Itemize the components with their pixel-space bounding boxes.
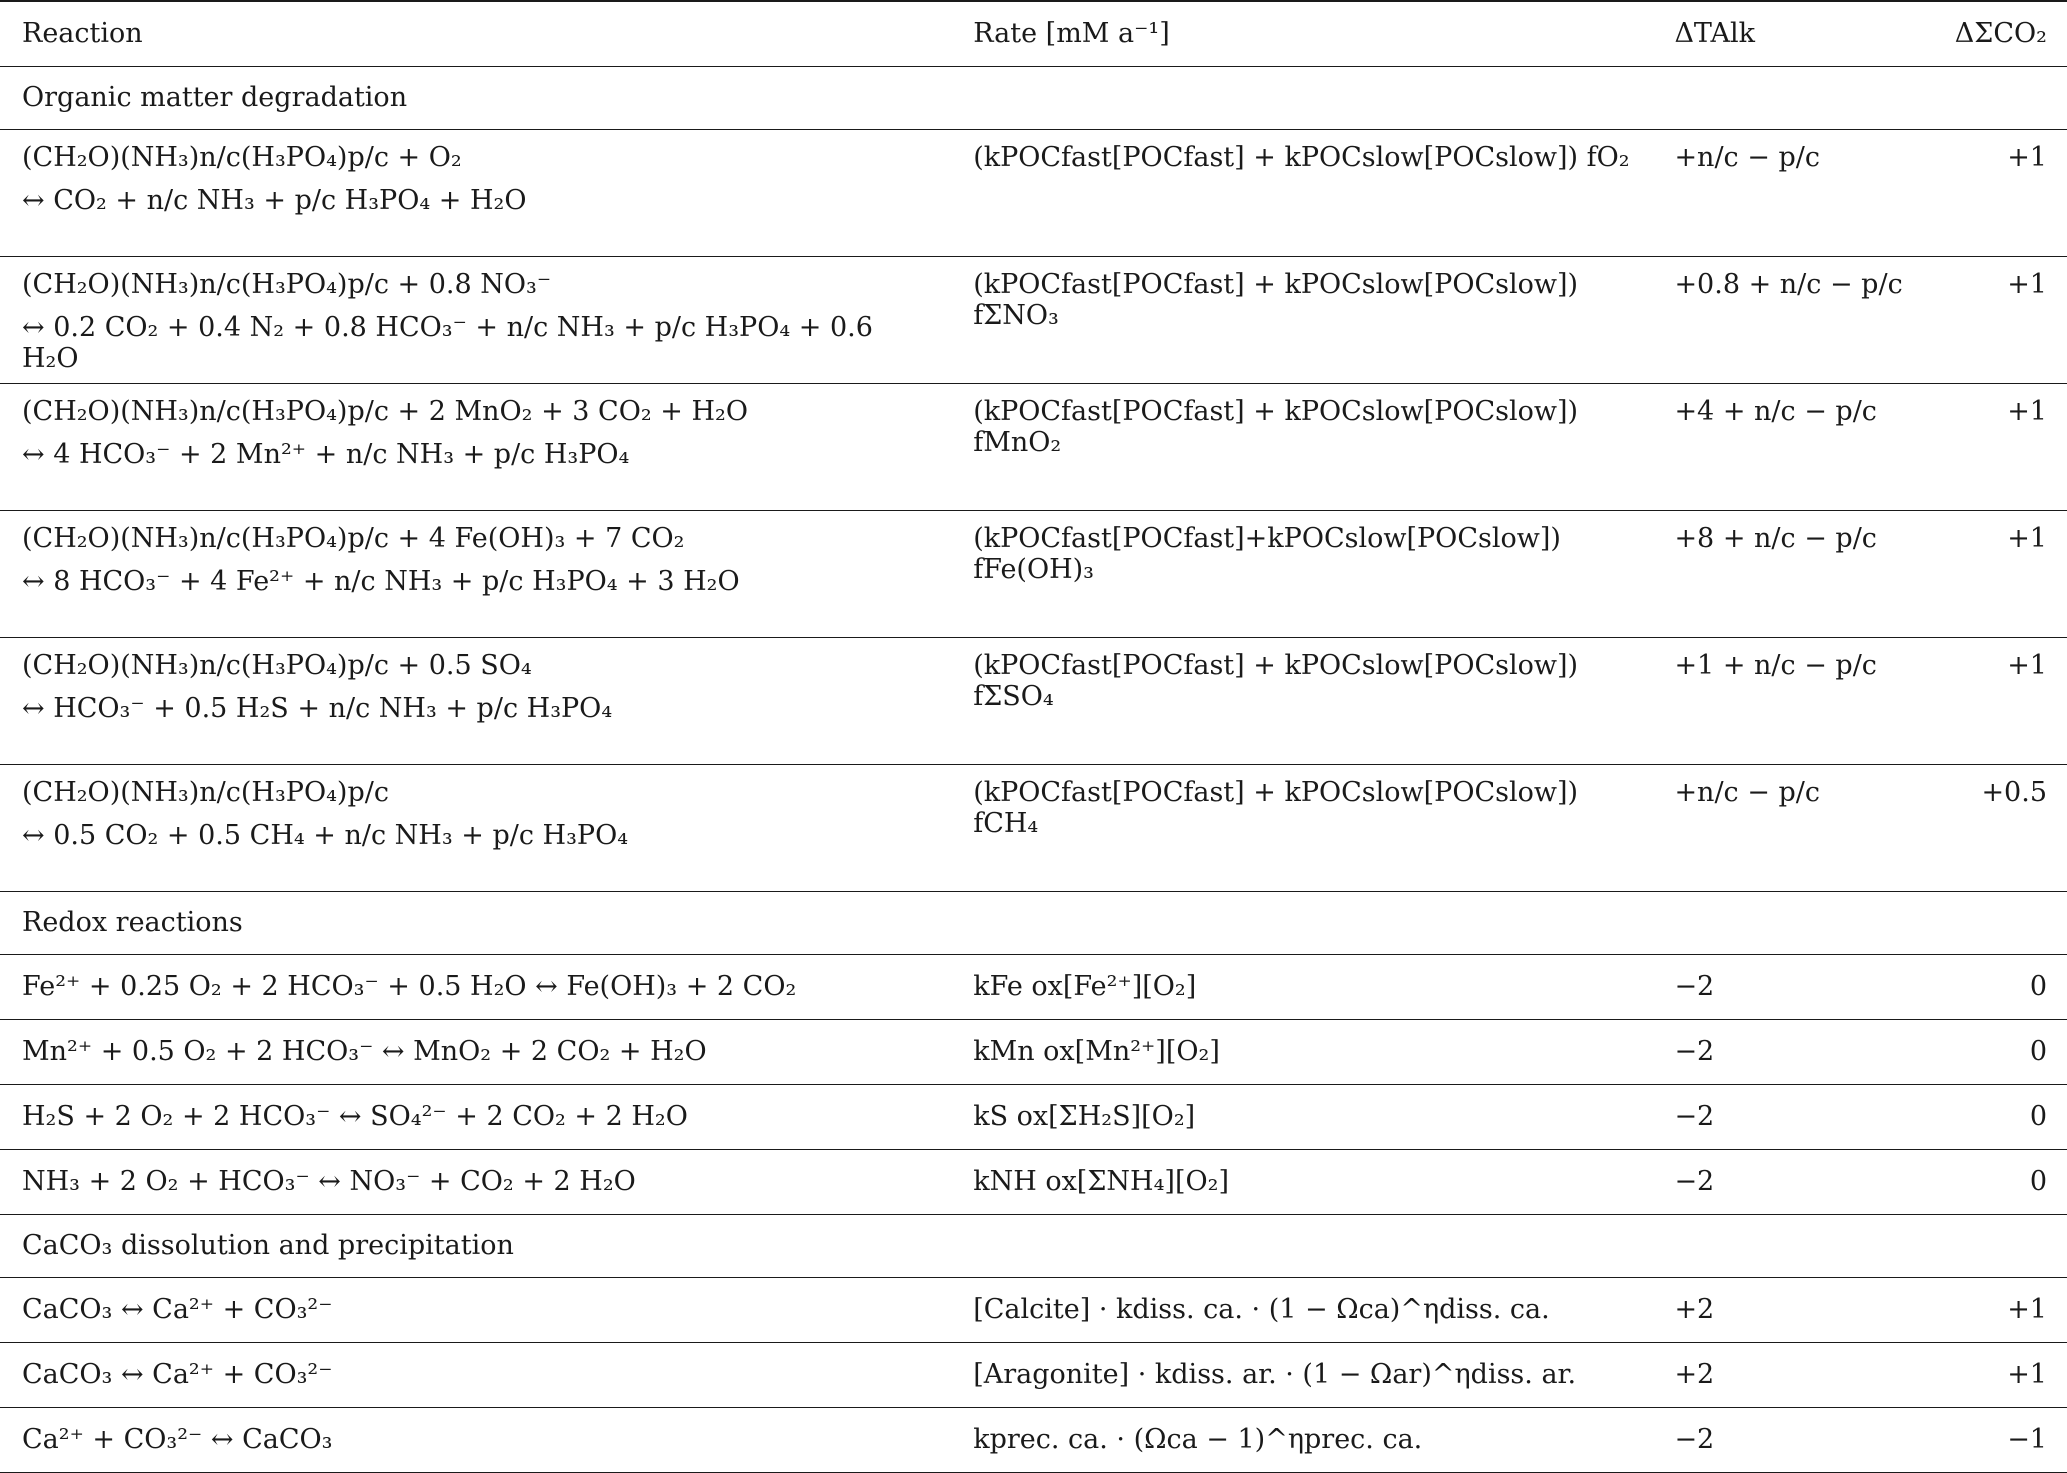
table-row [0, 955, 2067, 1020]
delta-talk-cell: −2 [1652, 1085, 1932, 1150]
delta-co2-cell: +1 [1933, 511, 2067, 638]
reaction-cell: NH₃ + 2 O₂ + HCO₃⁻ ↔ NO₃⁻ + CO₂ + 2 H₂O [0, 1150, 951, 1215]
delta-co2-cell: +1 [1933, 257, 2067, 384]
reaction-line-2: ↔ 0.5 CO₂ + 0.5 CH₄ + n/c NH₃ + p/c H₃PO₄ [22, 820, 629, 852]
delta-talk-cell: +8 + n/c − p/c [1652, 511, 1932, 638]
reaction-cell [0, 638, 951, 765]
rate-cell: kprec. ca. · (Ωca − 1)^ηprec. ca. [951, 1408, 1652, 1473]
reaction-cell [0, 257, 951, 384]
rate-cell: kMn ox[Mn²⁺][O₂] [951, 1020, 1652, 1085]
delta-talk-cell: −2 [1652, 1020, 1932, 1085]
delta-co2-cell: +1 [1933, 1278, 2067, 1343]
reaction-line-1: (CH₂O)(NH₃)n/c(H₃PO₄)p/c + O₂ [22, 142, 462, 173]
table-row [0, 511, 2067, 638]
group-header-row [0, 67, 2067, 130]
reaction-cell [0, 384, 951, 511]
table-row [0, 1408, 2067, 1473]
delta-talk-cell: +n/c − p/c [1652, 765, 1932, 892]
group-title: Organic matter degradation [0, 67, 2067, 130]
rate-cell: kNH ox[ΣNH₄][O₂] [951, 1150, 1652, 1215]
table-row [0, 765, 2067, 892]
reaction-cell: CaCO₃ ↔ Ca²⁺ + CO₃²⁻ [0, 1278, 951, 1343]
delta-talk-cell: +2 [1652, 1278, 1932, 1343]
reaction-line-2: ↔ 0.2 CO₂ + 0.4 N₂ + 0.8 HCO₃⁻ + n/c NH₃ + p/c H₃PO₄ + 0.6 H₂O [22, 312, 873, 375]
reaction-cell: Ca²⁺ + CO₃²⁻ ↔ CaCO₃ [0, 1408, 951, 1473]
rate-cell: kS ox[ΣH₂S][O₂] [951, 1085, 1652, 1150]
group-header-row [0, 1215, 2067, 1278]
delta-co2-cell: +0.5 [1933, 765, 2067, 892]
table-row [0, 1150, 2067, 1215]
delta-co2-cell: −1 [1933, 1408, 2067, 1473]
delta-talk-cell: +1 + n/c − p/c [1652, 638, 1932, 765]
delta-co2-cell: 0 [1933, 1150, 2067, 1215]
table-row [0, 1020, 2067, 1085]
header-delta-talk: ΔTAlk [1652, 1, 1932, 67]
table-row [0, 1343, 2067, 1408]
header-rate: Rate [mM a⁻¹] [951, 1, 1652, 67]
group-title: CaCO₃ dissolution and precipitation [0, 1215, 2067, 1278]
table-row [0, 257, 2067, 384]
delta-co2-cell: +1 [1933, 1343, 2067, 1408]
delta-talk-cell: +2 [1652, 1343, 1932, 1408]
table-row [0, 1085, 2067, 1150]
delta-co2-cell: 0 [1933, 1085, 2067, 1150]
reaction-line-1: (CH₂O)(NH₃)n/c(H₃PO₄)p/c [22, 777, 389, 808]
delta-talk-cell: −2 [1652, 1408, 1932, 1473]
rate-cell: kFe ox[Fe²⁺][O₂] [951, 955, 1652, 1020]
reaction-line-2: ↔ 8 HCO₃⁻ + 4 Fe²⁺ + n/c NH₃ + p/c H₃PO₄ + 3 H₂O [22, 566, 740, 598]
delta-talk-cell: +n/c − p/c [1652, 130, 1932, 257]
delta-talk-cell: +0.8 + n/c − p/c [1652, 257, 1932, 384]
reaction-line-2: ↔ 4 HCO₃⁻ + 2 Mn²⁺ + n/c NH₃ + p/c H₃PO₄ [22, 439, 630, 471]
delta-talk-cell: −2 [1652, 955, 1932, 1020]
reaction-line-1: (CH₂O)(NH₃)n/c(H₃PO₄)p/c + 0.8 NO₃⁻ [22, 269, 552, 300]
rate-cell: [Aragonite] · kdiss. ar. · (1 − Ωar)^ηdiss. ar. [951, 1343, 1652, 1408]
table-row [0, 638, 2067, 765]
reaction-line-2: ↔ HCO₃⁻ + 0.5 H₂S + n/c NH₃ + p/c H₃PO₄ [22, 693, 613, 725]
rate-cell: (kPOCfast[POCfast] + kPOCslow[POCslow]) fΣSO₄ [951, 638, 1652, 765]
delta-co2-cell: 0 [1933, 955, 2067, 1020]
delta-co2-cell: +1 [1933, 638, 2067, 765]
header-reaction: Reaction [0, 1, 951, 67]
table-row [0, 1278, 2067, 1343]
reaction-line-2: ↔ CO₂ + n/c NH₃ + p/c H₃PO₄ + H₂O [22, 185, 527, 217]
group-title: Redox reactions [0, 892, 2067, 955]
reaction-line-1: (CH₂O)(NH₃)n/c(H₃PO₄)p/c + 2 MnO₂ + 3 CO₂ + H₂O [22, 396, 748, 427]
reaction-cell: CaCO₃ ↔ Ca²⁺ + CO₃²⁻ [0, 1343, 951, 1408]
group-header-row [0, 892, 2067, 955]
table-row [0, 384, 2067, 511]
header-delta-sum-co2: ΔΣCO₂ [1933, 1, 2067, 67]
reaction-cell: Fe²⁺ + 0.25 O₂ + 2 HCO₃⁻ + 0.5 H₂O ↔ Fe(OH)₃ + 2 CO₂ [0, 955, 951, 1020]
delta-talk-cell: −2 [1652, 1150, 1932, 1215]
header-row [0, 1, 2067, 67]
delta-co2-cell: +1 [1933, 130, 2067, 257]
reaction-cell: H₂S + 2 O₂ + 2 HCO₃⁻ ↔ SO₄²⁻ + 2 CO₂ + 2 H₂O [0, 1085, 951, 1150]
rate-cell: (kPOCfast[POCfast] + kPOCslow[POCslow]) fΣNO₃ [951, 257, 1652, 384]
reaction-cell [0, 765, 951, 892]
reaction-cell: Mn²⁺ + 0.5 O₂ + 2 HCO₃⁻ ↔ MnO₂ + 2 CO₂ + H₂O [0, 1020, 951, 1085]
rate-cell: (kPOCfast[POCfast] + kPOCslow[POCslow]) fCH₄ [951, 765, 1652, 892]
delta-talk-cell: +4 + n/c − p/c [1652, 384, 1932, 511]
rate-cell: [Calcite] · kdiss. ca. · (1 − Ωca)^ηdiss. ca. [951, 1278, 1652, 1343]
rate-cell: (kPOCfast[POCfast]+kPOCslow[POCslow]) fFe(OH)₃ [951, 511, 1652, 638]
reaction-line-1: (CH₂O)(NH₃)n/c(H₃PO₄)p/c + 4 Fe(OH)₃ + 7 CO₂ [22, 523, 685, 554]
reaction-cell [0, 130, 951, 257]
rate-cell: (kPOCfast[POCfast] + kPOCslow[POCslow]) fO₂ [951, 130, 1652, 257]
reaction-cell [0, 511, 951, 638]
reaction-line-1: (CH₂O)(NH₃)n/c(H₃PO₄)p/c + 0.5 SO₄ [22, 650, 532, 681]
table-row [0, 130, 2067, 257]
rate-cell: (kPOCfast[POCfast] + kPOCslow[POCslow]) fMnO₂ [951, 384, 1652, 511]
delta-co2-cell: +1 [1933, 384, 2067, 511]
delta-co2-cell: 0 [1933, 1020, 2067, 1085]
